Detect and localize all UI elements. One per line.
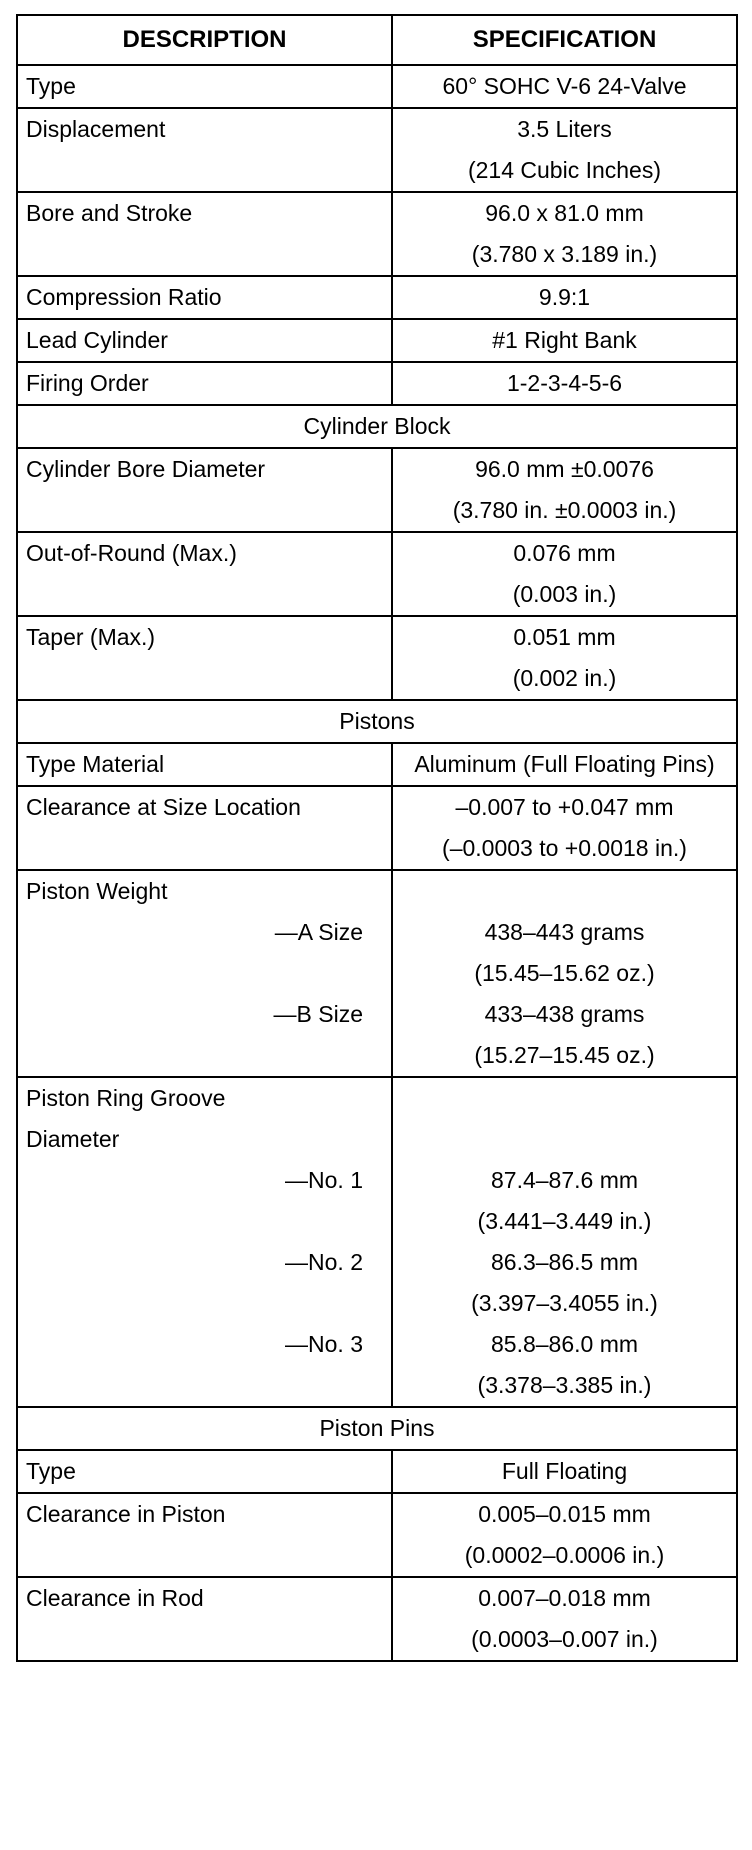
table-row: [17, 65, 737, 108]
specification-column-header: SPECIFICATION: [392, 15, 737, 65]
description-cell: [17, 870, 392, 1077]
specification-cell: [392, 448, 737, 532]
description-text: Out-of-Round (Max.): [26, 540, 237, 566]
description-text: Clearance in Rod: [26, 1585, 204, 1611]
table-row: [17, 616, 737, 700]
specification-text: (15.27–15.45 oz.): [474, 1042, 655, 1068]
description-text: —No. 3: [285, 1331, 363, 1357]
specification-text: (0.0002–0.0006 in.): [464, 1542, 665, 1568]
table-row: [17, 1077, 737, 1407]
specification-cell: [392, 108, 737, 192]
description-column-header: DESCRIPTION: [17, 15, 392, 65]
specification-text: 438–443 grams: [484, 919, 645, 945]
table-row: [17, 870, 737, 1077]
description-text: Piston Ring Groove: [26, 1085, 226, 1111]
table-row: [17, 319, 737, 362]
description-text: —No. 1: [285, 1167, 363, 1193]
table-row: [17, 192, 737, 276]
section-title: Pistons: [17, 700, 737, 743]
description-text: Type: [26, 1458, 76, 1484]
engine-specification-table: [16, 14, 738, 1662]
specification-cell: [392, 192, 737, 276]
description-text: Cylinder Bore Diameter: [26, 456, 266, 482]
description-text: [26, 1619, 391, 1660]
specification-text: (0.002 in.): [512, 665, 617, 691]
description-cell: [17, 65, 392, 108]
description-text: Piston Weight: [26, 878, 168, 904]
description-cell: [17, 786, 392, 870]
description-cell: [17, 1077, 392, 1407]
table-row: [17, 276, 737, 319]
specification-text: 0.007–0.018 mm: [478, 1585, 651, 1611]
specification-cell: [392, 1493, 737, 1577]
description-cell: [17, 616, 392, 700]
description-cell: [17, 276, 392, 319]
description-text: Type Material: [26, 751, 165, 777]
specification-cell: [392, 1450, 737, 1493]
specification-text: Full Floating: [501, 1458, 628, 1484]
specification-text: –0.007 to +0.047 mm: [455, 794, 674, 820]
specification-text: [393, 871, 736, 912]
description-text: Clearance in Piston: [26, 1501, 226, 1527]
description-text: [26, 658, 391, 699]
description-text: Firing Order: [26, 370, 149, 396]
specification-text: #1 Right Bank: [492, 327, 637, 353]
description-text: Type: [26, 73, 76, 99]
specification-cell: [392, 786, 737, 870]
specification-text: 1-2-3-4-5-6: [506, 370, 623, 396]
section-header-row: [17, 1407, 737, 1450]
description-text: [26, 1201, 391, 1242]
specification-text: (3.780 x 3.189 in.): [471, 241, 658, 267]
description-text: Lead Cylinder: [26, 327, 168, 353]
table-row: [17, 1450, 737, 1493]
description-cell: [17, 1493, 392, 1577]
specification-text: 96.0 mm ±0.0076: [475, 456, 654, 482]
description-text: —B Size: [273, 1001, 363, 1027]
specification-cell: [392, 743, 737, 786]
specification-text: (15.45–15.62 oz.): [474, 960, 655, 986]
specification-text: 0.076 mm: [513, 540, 616, 566]
specification-cell: [392, 616, 737, 700]
specification-text: 87.4–87.6 mm: [490, 1167, 639, 1193]
specification-text: (3.378–3.385 in.): [477, 1372, 652, 1398]
description-text: [26, 490, 391, 531]
description-text: Displacement: [26, 116, 166, 142]
specification-cell: [392, 870, 737, 1077]
specification-cell: [392, 65, 737, 108]
specification-text: 433–438 grams: [484, 1001, 645, 1027]
specification-text: 86.3–86.5 mm: [490, 1249, 639, 1275]
description-text: Bore and Stroke: [26, 200, 193, 226]
table-row: [17, 1493, 737, 1577]
description-cell: [17, 1577, 392, 1661]
specification-text: [393, 1119, 736, 1160]
section-header-row: [17, 700, 737, 743]
table-row: [17, 532, 737, 616]
specification-cell: [392, 1077, 737, 1407]
specification-cell: [392, 276, 737, 319]
specification-text: (0.0003–0.007 in.): [471, 1626, 658, 1652]
specification-text: 96.0 x 81.0 mm: [485, 200, 644, 226]
specification-cell: [392, 1577, 737, 1661]
description-text: [26, 1035, 391, 1076]
specification-text: (214 Cubic Inches): [467, 157, 662, 183]
description-cell: [17, 1450, 392, 1493]
description-cell: [17, 448, 392, 532]
description-text: —No. 2: [285, 1249, 363, 1275]
specification-text: Aluminum (Full Floating Pins): [414, 751, 715, 777]
description-cell: [17, 192, 392, 276]
table-row: [17, 108, 737, 192]
specification-text: (3.441–3.449 in.): [477, 1208, 652, 1234]
specification-cell: [392, 319, 737, 362]
description-text: [26, 1283, 391, 1324]
description-text: [26, 574, 391, 615]
description-text: Clearance at Size Location: [26, 794, 301, 820]
specification-text: 85.8–86.0 mm: [490, 1331, 639, 1357]
specification-cell: [392, 532, 737, 616]
specification-text: [393, 1078, 736, 1119]
table-row: [17, 362, 737, 405]
specification-text: 60° SOHC V-6 24-Valve: [442, 73, 687, 99]
description-text: [26, 234, 391, 275]
table-row: [17, 786, 737, 870]
description-text: Taper (Max.): [26, 624, 156, 650]
description-text: [26, 150, 391, 191]
specification-text: (3.780 in. ±0.0003 in.): [452, 497, 677, 523]
specification-text: 3.5 Liters: [517, 116, 612, 142]
description-text: —A Size: [274, 919, 363, 945]
specification-text: (3.397–3.4055 in.): [471, 1290, 658, 1316]
description-text: Diameter: [26, 1126, 120, 1152]
table-row: [17, 743, 737, 786]
description-cell: [17, 362, 392, 405]
description-text: [26, 1365, 391, 1406]
description-cell: [17, 743, 392, 786]
description-text: Compression Ratio: [26, 284, 222, 310]
description-cell: [17, 532, 392, 616]
description-text: [26, 1535, 391, 1576]
section-title: Cylinder Block: [17, 405, 737, 448]
section-header-row: [17, 405, 737, 448]
specification-cell: [392, 362, 737, 405]
description-text: [26, 953, 391, 994]
table-header-row: [17, 15, 737, 65]
specification-text: (–0.0003 to +0.0018 in.): [442, 835, 687, 861]
specification-text: 9.9:1: [538, 284, 591, 310]
specification-text: (0.003 in.): [512, 581, 617, 607]
table-body: [17, 65, 737, 1661]
specification-text: 0.051 mm: [513, 624, 616, 650]
description-cell: [17, 319, 392, 362]
specification-text: 0.005–0.015 mm: [478, 1501, 651, 1527]
section-title: Piston Pins: [17, 1407, 737, 1450]
table-row: [17, 1577, 737, 1661]
table-row: [17, 448, 737, 532]
description-cell: [17, 108, 392, 192]
